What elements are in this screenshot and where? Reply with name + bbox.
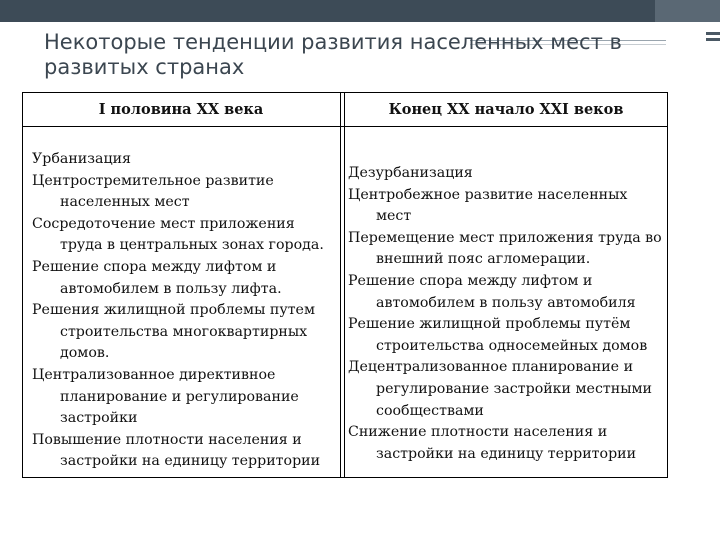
list-item: Решение жилищной проблемы путём строительства односемейных домов: [348, 316, 648, 354]
table-divider-secondary: [344, 93, 345, 477]
list-item: Дезурбанизация: [348, 165, 473, 181]
corner-decor-marks: [706, 32, 720, 46]
list-item: Повышение плотности населения и застройки на единицу территории: [32, 431, 321, 470]
list-item: Снижение плотности населения и застройки на единицу территории: [348, 424, 637, 462]
list-item: Центростремительное развитие населенных мест: [32, 172, 274, 211]
list-item: Перемещение мест приложения труда во внешний пояс агломерации.: [348, 229, 662, 268]
list-item: Решения жилищной проблемы путем строительства многоквартирных домов.: [32, 302, 315, 362]
list-item: Централизованное директивное планирование и регулирование застройки: [32, 366, 299, 427]
left-column-list: [32, 149, 338, 473]
list-item: Решение спора между лифтом и автомобилем в пользу лифта.: [32, 258, 282, 297]
comparison-table: [22, 92, 668, 478]
right-column-list: [348, 163, 666, 465]
top-decor-accent: [655, 0, 720, 22]
header-first-half-20th-century: I половина XX века: [98, 101, 264, 118]
list-item: Урбанизация: [32, 151, 131, 167]
list-item: Сосредоточение мест приложения труда в центральных зонах города.: [32, 215, 324, 254]
slide-title: Некоторые тенденции развития населенных мест в развитых странах: [44, 30, 622, 79]
header-late-20th-early-21st-century: Конец XX начало XXI веков: [388, 101, 624, 118]
list-item: Центробежное развитие населенных мест: [348, 186, 628, 225]
table-border-right: [667, 93, 668, 477]
table-divider: [340, 93, 341, 477]
list-item: Решение спора между лифтом и автомобилем в пользу автомобиля: [348, 272, 636, 311]
top-decor-bar: [0, 0, 720, 22]
list-item: Децентрализованное планирование и регулирование застройки местными сообществами: [348, 359, 652, 419]
table-header-rule: [22, 126, 668, 127]
table-border-left: [22, 93, 23, 477]
